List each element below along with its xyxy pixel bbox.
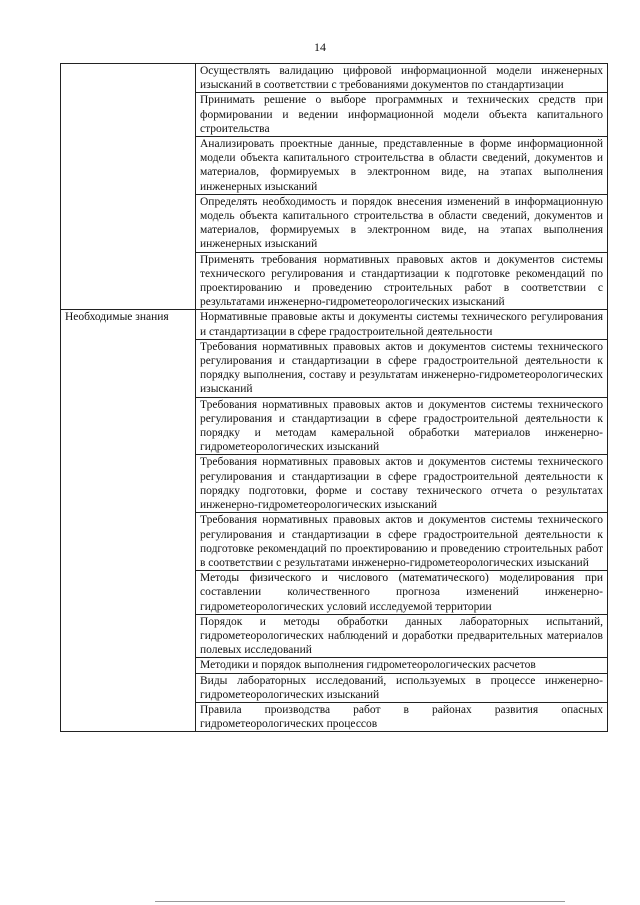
knowledge-item: Правила производства работ в районах развития опасных гидрометеорологических процессов	[196, 702, 608, 731]
knowledge-item: Требования нормативных правовых актов и документов системы технического регулирования и стандартизации в сфере градостроительной деятельности к порядку и методам камеральной обработки материалов инженерно-гидрометеорологических изысканий	[196, 397, 608, 455]
skill-item: Осуществлять валидацию цифровой информационной модели инженерных изысканий в соответствии с требованиями документов по стандартизации	[196, 64, 608, 93]
skill-item: Применять требования нормативных правовых актов и документов системы технического регулирования и стандартизации к подготовке рекомендаций по проектированию и проведению строительных работ в соответствии с результатами инженерно-гидрометеорологических изысканий	[196, 252, 608, 310]
page-number: 14	[314, 40, 326, 54]
skill-item: Определять необходимость и порядок внесения изменений в информационную модель объекта капитального строительства в области сведений, документов и материалов, формируемых в электронном виде, на этапах выполнения инженерных изысканий	[196, 194, 608, 252]
knowledge-item: Методики и порядок выполнения гидрометеорологических расчетов	[196, 658, 608, 673]
requirements-table	[60, 63, 608, 732]
knowledge-item: Требования нормативных правовых актов и документов системы технического регулирования и стандартизации в сфере градостроительной деятельности к порядку подготовки, форме и составу технического отчета о результатах инженерно-гидрометеорологических изысканий	[196, 455, 608, 513]
section-label-skills	[61, 64, 196, 310]
table-row	[61, 310, 608, 339]
knowledge-item: Порядок и методы обработки данных лабораторных испытаний, гидрометеорологических наблюдений и доработки предварительных материалов полевых исследований	[196, 614, 608, 658]
table-row	[61, 64, 608, 93]
knowledge-item: Виды лабораторных исследований, используемых в процессе инженерно-гидрометеорологических изысканий	[196, 673, 608, 702]
knowledge-item: Требования нормативных правовых актов и документов системы технического регулирования и стандартизации в сфере градостроительной деятельности к порядку выполнения, составу и результатам инженерно-гидрометеорологических изысканий	[196, 339, 608, 397]
skill-item: Анализировать проектные данные, представленные в форме информационной модели объекта капитального строительства в области сведений, документов и материалов, формируемых в электронном виде, на этапах выполнения инженерных изысканий	[196, 137, 608, 195]
knowledge-item: Нормативные правовые акты и документы системы технического регулирования и стандартизации в сфере градостроительной деятельности	[196, 310, 608, 339]
footer-divider	[155, 901, 565, 902]
section-label-knowledge: Необходимые знания	[61, 310, 196, 732]
knowledge-item: Методы физического и числового (математического) моделирования при составлении количественного прогноза изменений инженерно-гидрометеорологических условий исследуемой территории	[196, 571, 608, 615]
knowledge-item: Требования нормативных правовых актов и документов системы технического регулирования и стандартизации в сфере градостроительной деятельности к подготовке рекомендаций по проектированию и проведению строительных работ в соответствии с результатами инженерно-гидрометеорологических изысканий	[196, 513, 608, 571]
skill-item: Принимать решение о выборе программных и технических средств при формировании и ведении информационной модели объекта капитального строительства	[196, 93, 608, 137]
